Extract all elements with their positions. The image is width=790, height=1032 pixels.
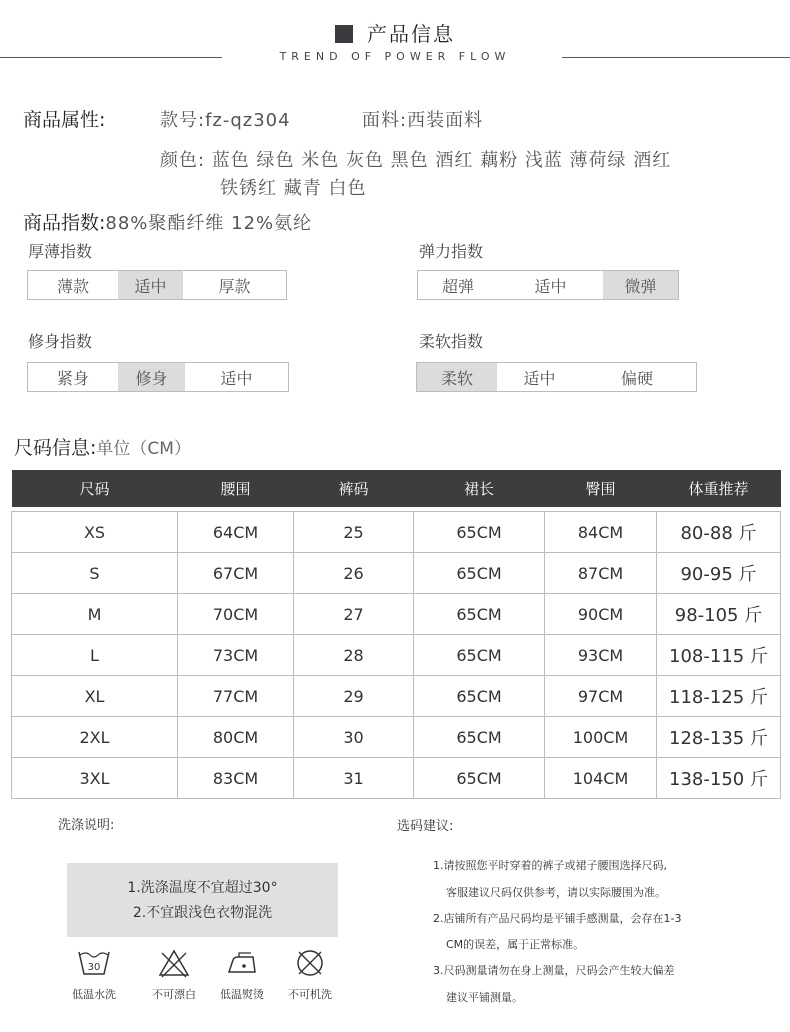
advice-line: 1.请按照您平时穿着的裤子或裙子腰围选择尺码, <box>433 859 667 872</box>
size-table <box>11 470 781 799</box>
cell-waist: 77CM <box>178 676 294 717</box>
washing-line-2: 2.不宜跟浅色衣物混洗 <box>132 905 273 921</box>
advice-line: 2.店铺所有产品尺码均是平铺手感测量，会存在1-3 <box>433 912 682 925</box>
cell-waist: 70CM <box>178 594 294 635</box>
cell-pants-size: 29 <box>294 676 414 717</box>
cell-skirt-length: 65CM <box>414 676 545 717</box>
cell-skirt-length: 65CM <box>414 512 545 553</box>
cell-weight: 128-135 斤 <box>657 717 781 758</box>
cell-pants-size: 25 <box>294 512 414 553</box>
cell-weight: 80-88 斤 <box>657 512 781 553</box>
cell-size: 2XL <box>12 717 178 758</box>
cell-weight: 98-105 斤 <box>657 594 781 635</box>
advice-line: CM的误差，属于正常标准。 <box>446 938 585 951</box>
cell-weight: 118-125 斤 <box>657 676 781 717</box>
elasticity-option-selected: 微弹 <box>603 271 678 299</box>
cell-weight: 138-150 斤 <box>657 758 781 799</box>
fit-option-selected: 修身 <box>118 363 185 391</box>
colors-line-2: 铁锈红 藏青 白色 <box>220 178 367 199</box>
no-machine-wash-icon <box>293 948 327 978</box>
cell-pants-size: 28 <box>294 635 414 676</box>
cell-hip: 97CM <box>545 676 657 717</box>
cell-weight: 108-115 斤 <box>657 635 781 676</box>
cell-hip: 90CM <box>545 594 657 635</box>
cell-pants-size: 26 <box>294 553 414 594</box>
cell-size: M <box>12 594 178 635</box>
composition-value: 88%聚酯纤维 12%氨纶 <box>105 213 313 234</box>
washing-title: 洗涤说明: <box>58 818 115 833</box>
thickness-option: 厚款 <box>218 276 251 296</box>
title-square-icon <box>335 25 353 43</box>
washing-line-1: 1.洗涤温度不宜超过30° <box>127 880 278 896</box>
thickness-scale <box>27 270 287 300</box>
table-row <box>12 553 781 594</box>
style-number: 款号:fz-qz304 <box>160 110 291 131</box>
care-label-iron: 低温熨烫 <box>220 988 264 1001</box>
size-info-heading <box>14 433 191 460</box>
section-subtitle: TREND OF POWER FLOW <box>279 50 511 63</box>
cell-size: S <box>12 553 178 594</box>
care-item-iron <box>212 948 272 1002</box>
cell-size: 3XL <box>12 758 178 799</box>
table-row <box>12 594 781 635</box>
cell-pants-size: 30 <box>294 717 414 758</box>
cell-skirt-length: 65CM <box>414 717 545 758</box>
cell-hip: 104CM <box>545 758 657 799</box>
advice-line: 建议平铺测量。 <box>446 991 523 1004</box>
elasticity-option: 适中 <box>534 276 567 296</box>
cell-skirt-length: 65CM <box>414 635 545 676</box>
advice-line: 3.尺码测量请勿在身上测量，尺码会产生较大偏差 <box>433 964 675 977</box>
table-row <box>12 635 781 676</box>
cell-skirt-length: 65CM <box>414 594 545 635</box>
header-size: 尺码 <box>12 470 178 507</box>
care-item-machine-wash <box>282 948 338 1002</box>
header-weight: 体重推荐 <box>657 470 781 507</box>
cell-waist: 83CM <box>178 758 294 799</box>
size-info-title: 尺码信息: <box>14 437 97 459</box>
fit-option: 适中 <box>220 368 253 388</box>
cell-hip: 87CM <box>545 553 657 594</box>
softness-option-selected: 柔软 <box>417 363 497 391</box>
softness-index-label: 柔软指数 <box>419 332 484 351</box>
cell-skirt-length: 65CM <box>414 553 545 594</box>
thickness-index-label: 厚薄指数 <box>28 242 93 261</box>
table-row <box>12 717 781 758</box>
fit-option: 紧身 <box>56 368 89 388</box>
elasticity-index-label: 弹力指数 <box>419 242 484 261</box>
care-item-bleach <box>146 948 202 1002</box>
cell-waist: 80CM <box>178 717 294 758</box>
care-item-wash <box>66 948 122 1002</box>
cell-size: L <box>12 635 178 676</box>
fabric: 面料:西装面料 <box>362 110 484 131</box>
care-label-wash: 低温水洗 <box>72 988 116 1001</box>
thickness-option: 薄款 <box>56 276 89 296</box>
size-table-header <box>12 470 781 507</box>
cell-waist: 73CM <box>178 635 294 676</box>
fit-scale <box>27 362 289 392</box>
cell-hip: 100CM <box>545 717 657 758</box>
elasticity-scale <box>417 270 679 300</box>
table-row <box>12 758 781 799</box>
cell-pants-size: 31 <box>294 758 414 799</box>
cell-weight: 90-95 斤 <box>657 553 781 594</box>
size-info-unit: 单位（CM） <box>96 439 191 459</box>
cell-hip: 84CM <box>545 512 657 553</box>
colors-line-1: 颜色: 蓝色 绿色 米色 灰色 黑色 酒红 藕粉 浅蓝 薄荷绿 酒红 <box>160 150 672 171</box>
cell-waist: 67CM <box>178 553 294 594</box>
attributes-label: 商品属性: <box>23 109 106 131</box>
table-row <box>12 676 781 717</box>
composition-label: 商品指数: <box>23 212 106 234</box>
composition <box>23 208 312 235</box>
softness-option: 偏硬 <box>620 368 653 388</box>
header-hip: 臀围 <box>545 470 657 507</box>
fit-index-label: 修身指数 <box>28 332 93 351</box>
thickness-option-selected: 适中 <box>118 271 183 299</box>
advice-line: 客服建议尺码仅供参考，请以实际腰围为准。 <box>446 886 666 899</box>
wash-30-icon <box>77 948 111 978</box>
wash-temp-text: 30 <box>87 962 101 973</box>
low-iron-icon <box>225 948 259 978</box>
washing-box <box>67 863 338 937</box>
section-title-text: 产品信息 <box>367 22 455 46</box>
cell-size: XS <box>12 512 178 553</box>
cell-pants-size: 27 <box>294 594 414 635</box>
elasticity-option: 超弹 <box>441 276 474 296</box>
no-bleach-icon <box>157 948 191 978</box>
softness-option: 适中 <box>523 368 556 388</box>
cell-waist: 64CM <box>178 512 294 553</box>
table-row <box>12 512 781 553</box>
header-skirt-length: 裙长 <box>414 470 545 507</box>
cell-size: XL <box>12 676 178 717</box>
care-label-machine-wash: 不可机洗 <box>288 988 332 1001</box>
softness-scale <box>416 362 697 392</box>
header-pants-size: 裤码 <box>294 470 414 507</box>
cell-skirt-length: 65CM <box>414 758 545 799</box>
cell-hip: 93CM <box>545 635 657 676</box>
care-label-bleach: 不可漂白 <box>152 988 196 1001</box>
header-waist: 腰围 <box>178 470 294 507</box>
size-advice-title: 选码建议: <box>397 819 454 834</box>
section-title <box>0 18 790 47</box>
